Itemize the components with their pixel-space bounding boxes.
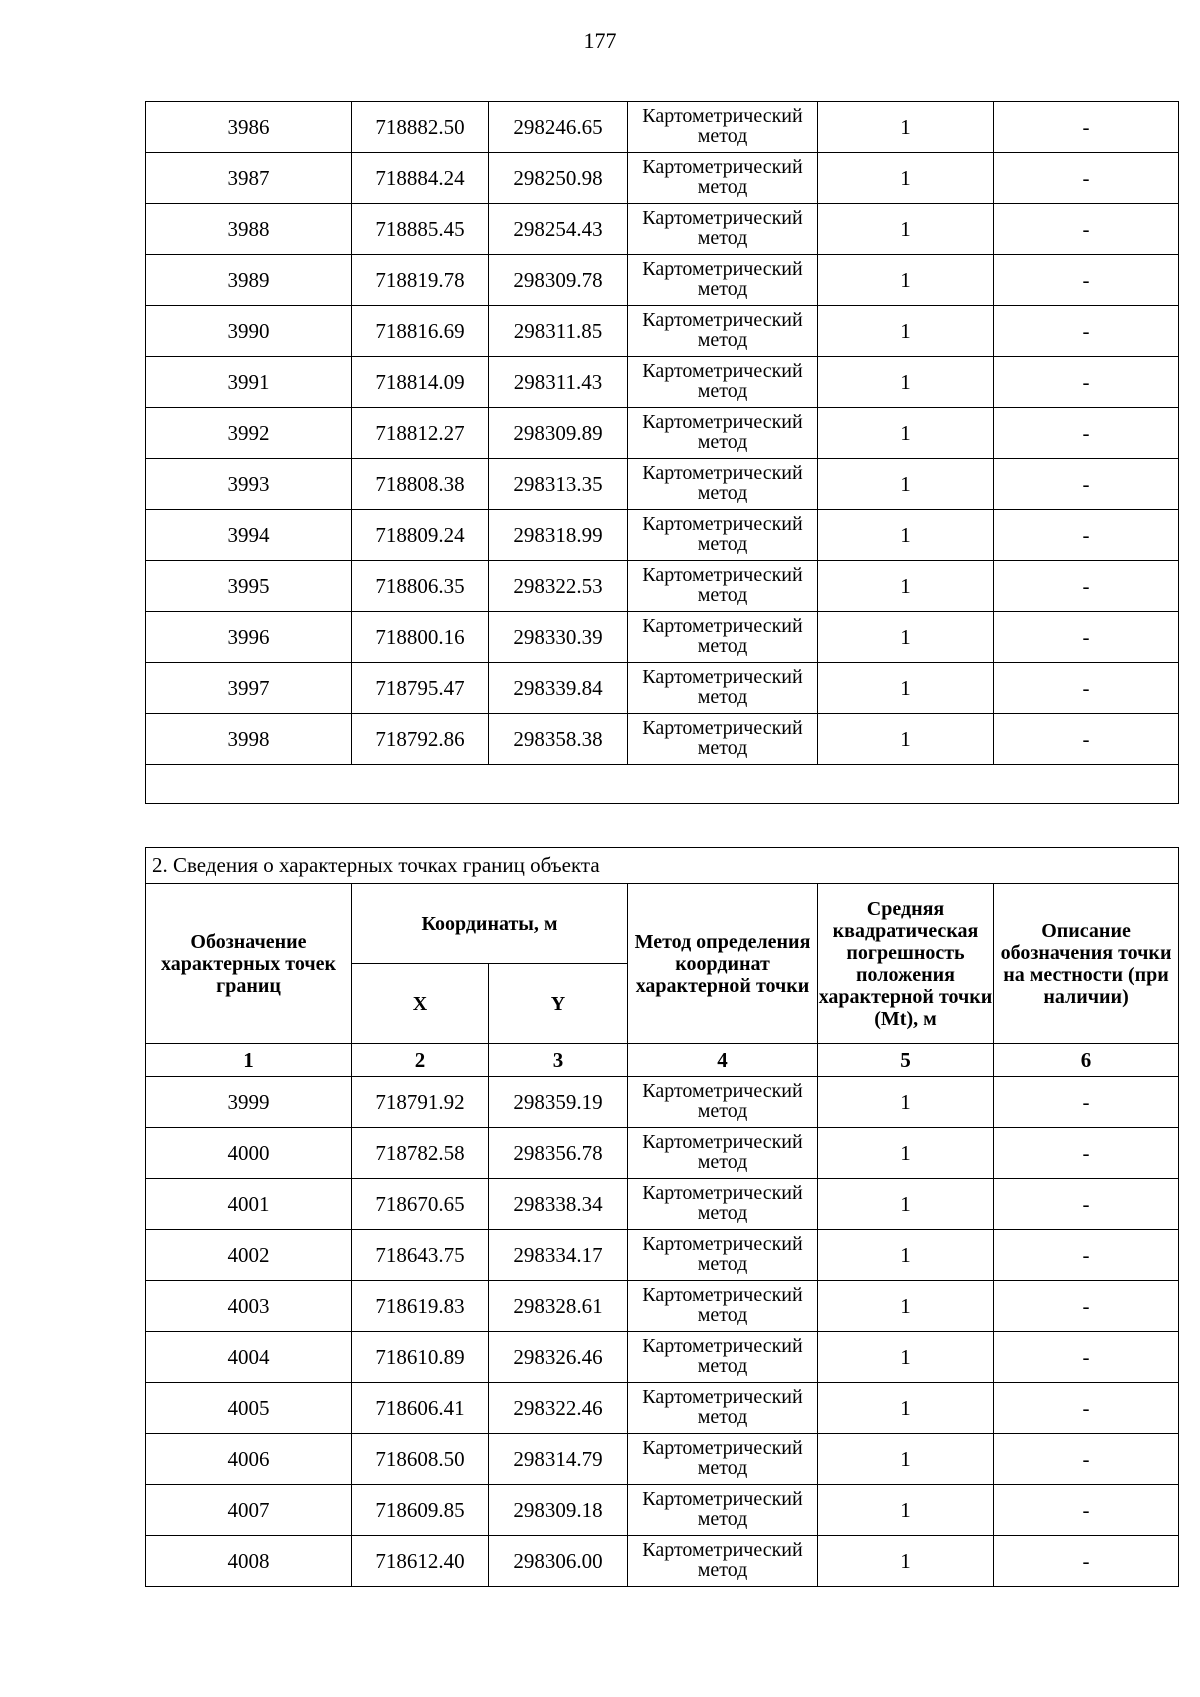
cell-x: 718800.16 [352, 612, 489, 663]
cell-mt: 1 [818, 1230, 994, 1281]
cell-desc: - [994, 612, 1179, 663]
cell-mt: 1 [818, 306, 994, 357]
cell-x: 718795.47 [352, 663, 489, 714]
cell-x: 718610.89 [352, 1332, 489, 1383]
table-row [146, 204, 1179, 255]
cell-x: 718619.83 [352, 1281, 489, 1332]
cell-point: 3994 [146, 510, 352, 561]
column-number: 2 [352, 1044, 489, 1077]
cell-x: 718884.24 [352, 153, 489, 204]
table-row [146, 1281, 1179, 1332]
cell-method: Картометрический метод [628, 612, 818, 663]
cell-point: 3997 [146, 663, 352, 714]
table-row [146, 561, 1179, 612]
cell-point: 3993 [146, 459, 352, 510]
cell-method: Картометрический метод [628, 1536, 818, 1587]
cell-method: Картометрический метод [628, 510, 818, 561]
cell-y: 298339.84 [489, 663, 628, 714]
table-row [146, 306, 1179, 357]
cell-point: 3990 [146, 306, 352, 357]
cell-method: Картометрический метод [628, 663, 818, 714]
cell-mt: 1 [818, 459, 994, 510]
table1-body [146, 102, 1179, 804]
cell-mt: 1 [818, 1077, 994, 1128]
cell-method: Картометрический метод [628, 459, 818, 510]
cell-point: 3986 [146, 102, 352, 153]
table-row [146, 612, 1179, 663]
cell-x: 718792.86 [352, 714, 489, 765]
cell-x: 718782.58 [352, 1128, 489, 1179]
cell-y: 298356.78 [489, 1128, 628, 1179]
cell-point: 4004 [146, 1332, 352, 1383]
cell-method: Картометрический метод [628, 1128, 818, 1179]
page-number: 177 [583, 28, 617, 53]
table-row [146, 1536, 1179, 1587]
cell-x: 718814.09 [352, 357, 489, 408]
header-coords: Координаты, м [352, 884, 628, 964]
cell-mt: 1 [818, 204, 994, 255]
cell-x: 718606.41 [352, 1383, 489, 1434]
table2-body [146, 1077, 1179, 1587]
table-row [146, 1179, 1179, 1230]
empty-row [146, 765, 1179, 804]
header-mt: Средняя квадратическая погрешность положения характерной точки (Mt), м [818, 884, 994, 1044]
cell-desc: - [994, 1536, 1179, 1587]
section-title: 2. Сведения о характерных точках границ объекта [146, 848, 1179, 884]
table-row [146, 153, 1179, 204]
table-row [146, 357, 1179, 408]
cell-x: 718882.50 [352, 102, 489, 153]
cell-point: 3991 [146, 357, 352, 408]
cell-y: 298311.85 [489, 306, 628, 357]
cell-point: 3992 [146, 408, 352, 459]
cell-point: 3999 [146, 1077, 352, 1128]
cell-desc: - [994, 357, 1179, 408]
cell-y: 298334.17 [489, 1230, 628, 1281]
cell-point: 3988 [146, 204, 352, 255]
cell-point: 4003 [146, 1281, 352, 1332]
cell-method: Картометрический метод [628, 1281, 818, 1332]
table-row [146, 408, 1179, 459]
cell-x: 718819.78 [352, 255, 489, 306]
cell-desc: - [994, 1077, 1179, 1128]
column-number: 1 [146, 1044, 352, 1077]
cell-desc: - [994, 153, 1179, 204]
cell-mt: 1 [818, 153, 994, 204]
cell-desc: - [994, 1179, 1179, 1230]
cell-desc: - [994, 1230, 1179, 1281]
cell-mt: 1 [818, 561, 994, 612]
cell-x: 718791.92 [352, 1077, 489, 1128]
cell-point: 4007 [146, 1485, 352, 1536]
cell-y: 298254.43 [489, 204, 628, 255]
cell-y: 298309.18 [489, 1485, 628, 1536]
cell-mt: 1 [818, 1128, 994, 1179]
cell-desc: - [994, 459, 1179, 510]
cell-method: Картометрический метод [628, 1485, 818, 1536]
cell-method: Картометрический метод [628, 1383, 818, 1434]
cell-y: 298309.78 [489, 255, 628, 306]
cell-x: 718812.27 [352, 408, 489, 459]
cell-mt: 1 [818, 1383, 994, 1434]
cell-y: 298330.39 [489, 612, 628, 663]
cell-method: Картометрический метод [628, 1230, 818, 1281]
table-row [146, 663, 1179, 714]
cell-desc: - [994, 255, 1179, 306]
cell-x: 718608.50 [352, 1434, 489, 1485]
table-row [146, 1434, 1179, 1485]
cell-x: 718808.38 [352, 459, 489, 510]
cell-mt: 1 [818, 1179, 994, 1230]
cell-x: 718612.40 [352, 1536, 489, 1587]
cell-mt: 1 [818, 1332, 994, 1383]
cell-method: Картометрический метод [628, 714, 818, 765]
cell-method: Картометрический метод [628, 1332, 818, 1383]
cell-method: Картометрический метод [628, 255, 818, 306]
cell-desc: - [994, 204, 1179, 255]
cell-x: 718643.75 [352, 1230, 489, 1281]
cell-y: 298358.38 [489, 714, 628, 765]
table-row [146, 1332, 1179, 1383]
cell-y: 298322.53 [489, 561, 628, 612]
cell-desc: - [994, 1128, 1179, 1179]
cell-x: 718609.85 [352, 1485, 489, 1536]
cell-y: 298309.89 [489, 408, 628, 459]
cell-point: 3987 [146, 153, 352, 204]
table-row [146, 102, 1179, 153]
cell-mt: 1 [818, 1281, 994, 1332]
cell-x: 718816.69 [352, 306, 489, 357]
cell-y: 298311.43 [489, 357, 628, 408]
cell-y: 298246.65 [489, 102, 628, 153]
cell-mt: 1 [818, 510, 994, 561]
cell-method: Картометрический метод [628, 102, 818, 153]
header-x: X [352, 964, 489, 1044]
cell-desc: - [994, 1332, 1179, 1383]
cell-desc: - [994, 561, 1179, 612]
table-row [146, 255, 1179, 306]
cell-point: 3989 [146, 255, 352, 306]
table-row [146, 510, 1179, 561]
cell-desc: - [994, 408, 1179, 459]
cell-point: 3995 [146, 561, 352, 612]
column-number: 4 [628, 1044, 818, 1077]
cell-mt: 1 [818, 408, 994, 459]
table-row [146, 714, 1179, 765]
cell-desc: - [994, 306, 1179, 357]
cell-method: Картометрический метод [628, 357, 818, 408]
cell-desc: - [994, 714, 1179, 765]
cell-point: 4002 [146, 1230, 352, 1281]
cell-y: 298322.46 [489, 1383, 628, 1434]
cell-y: 298318.99 [489, 510, 628, 561]
empty-cell [146, 765, 1179, 804]
cell-mt: 1 [818, 714, 994, 765]
cell-point: 3998 [146, 714, 352, 765]
cell-desc: - [994, 102, 1179, 153]
table-row [146, 1077, 1179, 1128]
cell-method: Картометрический метод [628, 1077, 818, 1128]
column-number: 5 [818, 1044, 994, 1077]
cell-method: Картометрический метод [628, 204, 818, 255]
cell-y: 298328.61 [489, 1281, 628, 1332]
cell-mt: 1 [818, 612, 994, 663]
cell-y: 298250.98 [489, 153, 628, 204]
cell-y: 298359.19 [489, 1077, 628, 1128]
cell-point: 4008 [146, 1536, 352, 1587]
cell-method: Картометрический метод [628, 561, 818, 612]
cell-x: 718809.24 [352, 510, 489, 561]
cell-method: Картометрический метод [628, 306, 818, 357]
cell-point: 4000 [146, 1128, 352, 1179]
cell-desc: - [994, 1485, 1179, 1536]
cell-mt: 1 [818, 357, 994, 408]
cell-mt: 1 [818, 255, 994, 306]
table-row [146, 1383, 1179, 1434]
cell-x: 718670.65 [352, 1179, 489, 1230]
header-point: Обозначение характерных точек границ [146, 884, 352, 1044]
cell-y: 298338.34 [489, 1179, 628, 1230]
cell-point: 4006 [146, 1434, 352, 1485]
cell-method: Картометрический метод [628, 408, 818, 459]
column-number: 3 [489, 1044, 628, 1077]
cell-mt: 1 [818, 1434, 994, 1485]
cell-method: Картометрический метод [628, 1179, 818, 1230]
table-row [146, 1128, 1179, 1179]
table-row [146, 1485, 1179, 1536]
cell-point: 4005 [146, 1383, 352, 1434]
cell-method: Картометрический метод [628, 1434, 818, 1485]
cell-desc: - [994, 510, 1179, 561]
cell-mt: 1 [818, 1536, 994, 1587]
cell-point: 4001 [146, 1179, 352, 1230]
cell-y: 298314.79 [489, 1434, 628, 1485]
cell-y: 298326.46 [489, 1332, 628, 1383]
cell-y: 298313.35 [489, 459, 628, 510]
cell-point: 3996 [146, 612, 352, 663]
cell-desc: - [994, 1383, 1179, 1434]
cell-method: Картометрический метод [628, 153, 818, 204]
header-method: Метод определения координат характерной точки [628, 884, 818, 1044]
cell-mt: 1 [818, 102, 994, 153]
table-row [146, 1230, 1179, 1281]
cell-y: 298306.00 [489, 1536, 628, 1587]
boundary-points-table [145, 847, 1179, 1587]
header-desc: Описание обозначения точки на местности (при наличии) [994, 884, 1179, 1044]
cell-mt: 1 [818, 1485, 994, 1536]
cell-x: 718806.35 [352, 561, 489, 612]
table-row [146, 459, 1179, 510]
cell-desc: - [994, 663, 1179, 714]
cell-desc: - [994, 1281, 1179, 1332]
cell-desc: - [994, 1434, 1179, 1485]
column-number: 6 [994, 1044, 1179, 1077]
cell-x: 718885.45 [352, 204, 489, 255]
boundary-points-table-continued [145, 101, 1179, 804]
cell-mt: 1 [818, 663, 994, 714]
header-y: Y [489, 964, 628, 1044]
